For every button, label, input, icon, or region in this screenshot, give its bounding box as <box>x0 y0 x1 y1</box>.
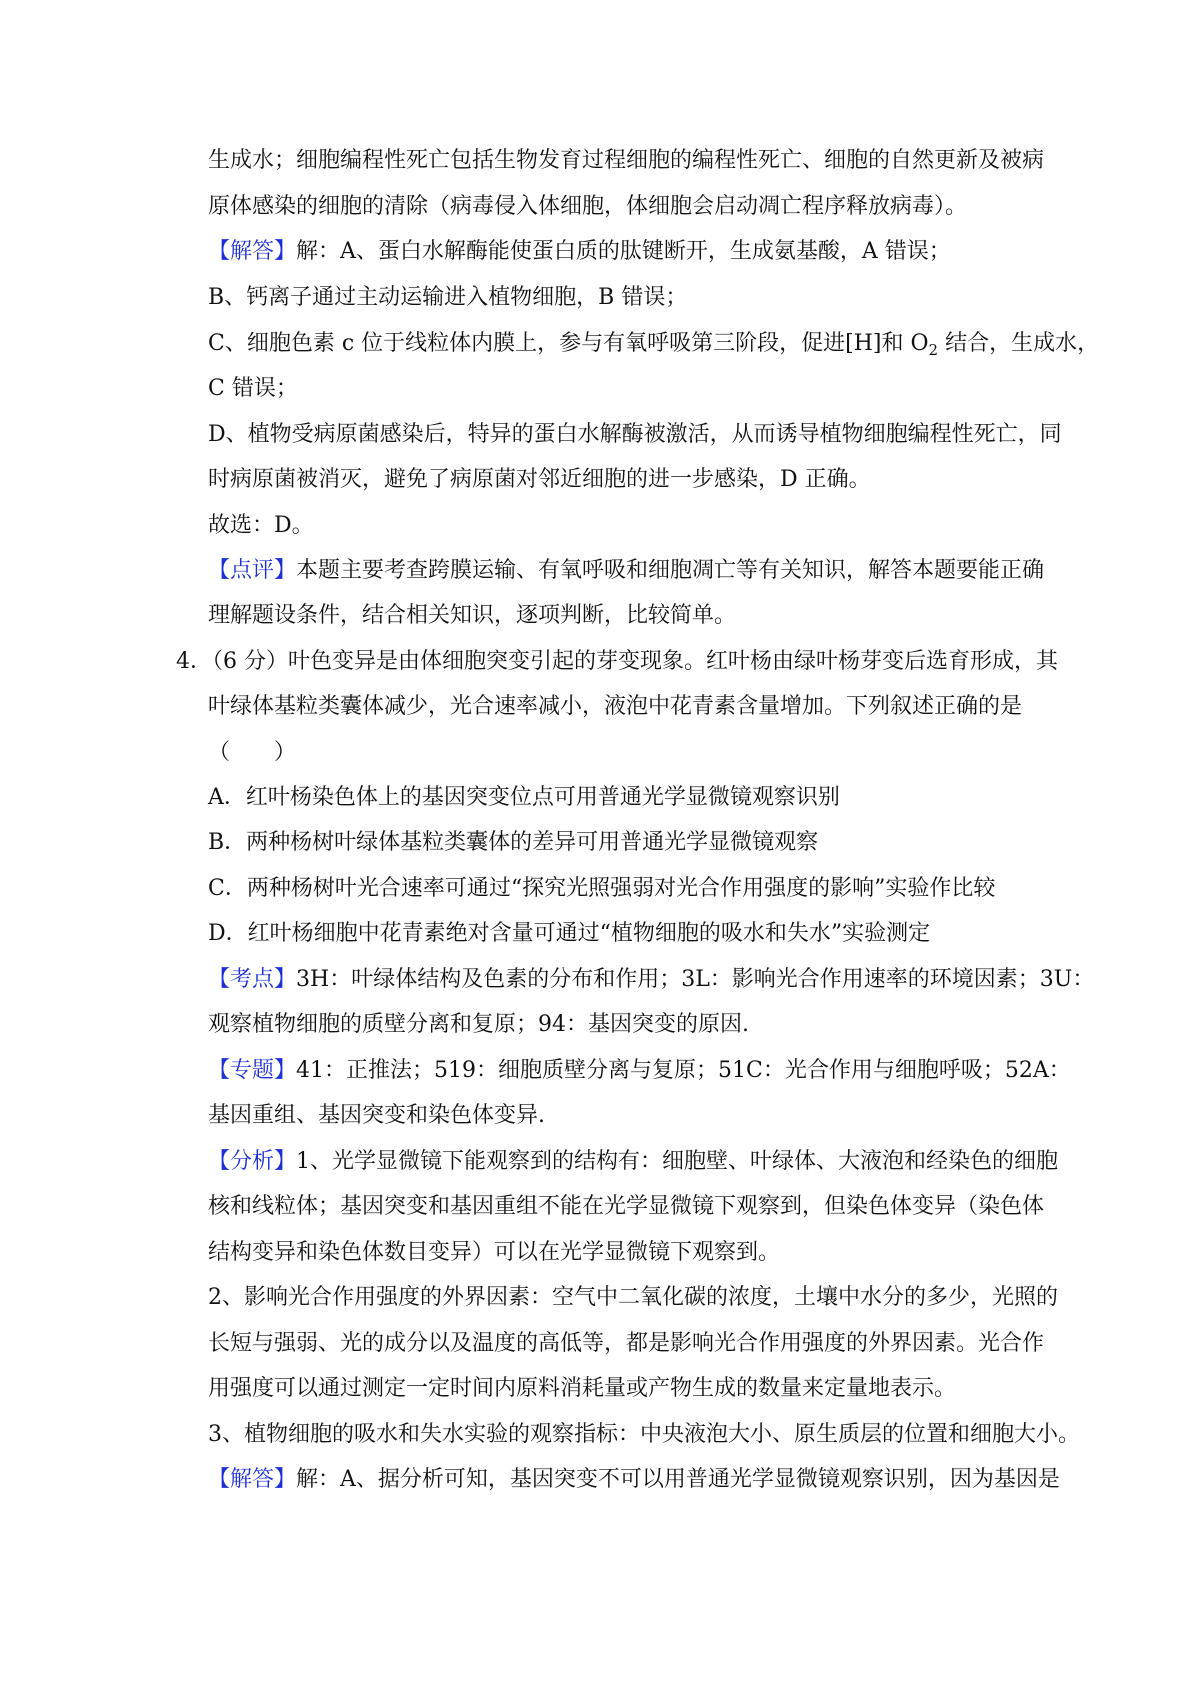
analysis-tag: 【分析】 <box>208 1149 297 1174</box>
answer-tag: 【解答】 <box>208 239 297 264</box>
option-a: A．红叶杨染色体上的基因突变位点可用普通光学显微镜观察识别 <box>208 785 840 810</box>
answer-tag: 【解答】 <box>208 1467 297 1492</box>
answer-text: 解：A、蛋白水解酶能使蛋白质的肽键断开，生成氨基酸，A 错误； <box>296 239 951 264</box>
option-b: B．两种杨树叶绿体基粒类囊体的差异可用普通光学显微镜观察 <box>208 830 819 855</box>
knowledge-point-line <box>208 965 1094 995</box>
answer-line <box>208 237 951 267</box>
answer-blank: （ ） <box>208 740 297 765</box>
analysis-text: 1、光学显微镜下能观察到的结构有：细胞壁、叶绿体、大液泡和经染色的细胞 <box>296 1149 1059 1174</box>
text-line: 结构变异和染色体数目变异）可以在光学显微镜下观察到。 <box>208 1240 781 1265</box>
text-line: 生成水；细胞编程性死亡包括生物发育过程细胞的编程性死亡、细胞的自然更新及被病 <box>208 148 1045 173</box>
text-line: D、植物受病原菌感染后，特异的蛋白水解酶被激活，从而诱导植物细胞编程性死亡，同 <box>208 422 1062 447</box>
subscript: 2 <box>928 341 939 359</box>
text-line: 用强度可以通过测定一定时间内原料消耗量或产物生成的数量来定量地表示。 <box>208 1376 957 1401</box>
question-stem: 4．（6 分）叶色变异是由体细胞突变引起的芽变现象。红叶杨由绿叶杨芽变后选育形成，其 <box>176 649 1058 674</box>
topic-tag: 【专题】 <box>208 1058 297 1083</box>
knowledge-point-tag: 【考点】 <box>208 967 297 992</box>
answer-text: 解：A、据分析可知，基因突变不可以用普通光学显微镜观察识别，因为基因是 <box>296 1467 1060 1492</box>
text-line: 理解题设条件，结合相关知识，逐项判断，比较简单。 <box>208 603 737 628</box>
topic-line <box>208 1056 1071 1086</box>
text-line: C 错误； <box>208 376 298 401</box>
knowledge-point-text: 3H：叶绿体结构及色素的分布和作用；3L：影响光合作用速率的环境因素；3U： <box>296 967 1095 992</box>
option-d: D．红叶杨细胞中花青素绝对含量可通过“植物细胞的吸水和失水”实验测定 <box>208 921 931 946</box>
topic-text: 41：正推法；519：细胞质壁分离与复原；51C：光合作用与细胞呼吸；52A： <box>296 1058 1071 1083</box>
text-line: 2、影响光合作用强度的外界因素：空气中二氧化碳的浓度，土壤中水分的多少，光照的 <box>208 1285 1058 1310</box>
text-line: 长短与强弱、光的成分以及温度的高低等，都是影响光合作用强度的外界因素。光合作 <box>208 1331 1045 1356</box>
text-line: 叶绿体基粒类囊体减少，光合速率减小，液泡中花青素含量增加。下列叙述正确的是 <box>208 694 1023 719</box>
text-line: 核和线粒体；基因突变和基因重组不能在光学显微镜下观察到，但染色体变异（染色体 <box>208 1194 1045 1219</box>
text-line: 观察植物细胞的质壁分离和复原；94：基因突变的原因. <box>208 1012 749 1037</box>
answer-line <box>208 1465 1060 1495</box>
option-c: C．两种杨树叶光合速率可通过“探究光照强弱对光合作用强度的影响”实验作比较 <box>208 876 996 901</box>
text-line <box>208 329 1099 365</box>
text-line: 原体感染的细胞的清除（病毒侵入体细胞，体细胞会启动凋亡程序释放病毒）。 <box>208 194 968 219</box>
analysis-line <box>208 1147 1058 1177</box>
text-segment: C、细胞色素 c 位于线粒体内膜上，参与有氧呼吸第三阶段，促进[H]和 O <box>208 331 929 356</box>
text-line: 故选：D。 <box>208 513 314 538</box>
text-segment: 结合，生成水， <box>938 331 1100 356</box>
text-line: 基因重组、基因突变和染色体变异. <box>208 1103 545 1128</box>
comment-tag: 【点评】 <box>208 558 297 583</box>
text-line: 3、植物细胞的吸水和失水实验的观察指标：中央液泡大小、原生质层的位置和细胞大小。 <box>208 1422 1081 1447</box>
text-line: 时病原菌被消灭，避免了病原菌对邻近细胞的进一步感染，D 正确。 <box>208 467 871 492</box>
comment-text: 本题主要考查跨膜运输、有氧呼吸和细胞凋亡等有关知识，解答本题要能正确 <box>296 558 1045 583</box>
text-line: B、钙离子通过主动运输进入植物细胞，B 错误； <box>208 285 688 310</box>
comment-line <box>208 556 1044 586</box>
